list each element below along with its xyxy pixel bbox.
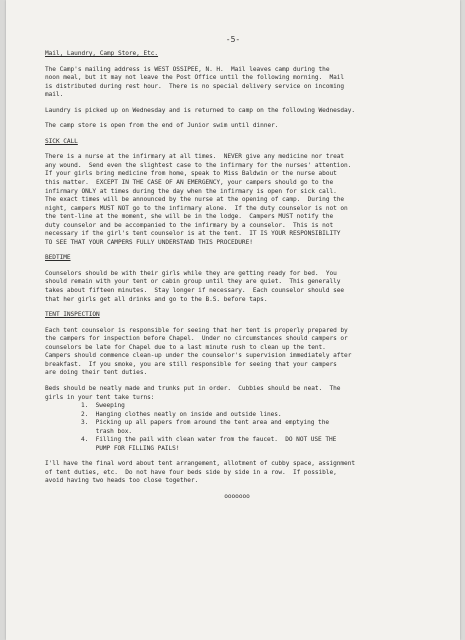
list-item: 4. Filling the pail with clean water from the faucet. DO NOT USE THE xyxy=(81,436,337,444)
beds-paragraph xyxy=(45,385,429,402)
text-line: I'll have the final word about tent arrangement, allotment of cubby space, assignment xyxy=(45,460,355,468)
arrangement-paragraph xyxy=(45,460,429,486)
text-line: breakfast. If you smoke, you are still responsible for seeing that your campers xyxy=(45,360,337,368)
text-line: this matter. EXCEPT IN THE CASE OF AN EMERGENCY, your campers should go to the xyxy=(45,179,334,187)
laundry-paragraph: Laundry is picked up on Wednesday and is returned to camp on the following Wednesday. xyxy=(45,106,355,114)
text-line: is distributed during rest hour. There is no special delivery service on incoming xyxy=(45,82,345,90)
store-paragraph: The camp store is open from the end of Junior swim until dinner. xyxy=(45,122,279,130)
text-line: of tent duties, etc. Do not have four beds side by side in a row. If possible, xyxy=(45,468,337,476)
tent-inspection-heading: TENT INSPECTION xyxy=(45,311,100,319)
text-line: infirmary ONLY at times during the day when the infirmary is open for sick call. xyxy=(45,187,337,195)
text-line: duty counselor and be accompanied to the infirmary by a counselor. This is not xyxy=(45,221,334,229)
bedtime-heading: BEDTIME xyxy=(45,254,71,262)
document-page xyxy=(6,0,460,640)
text-line: Campers should commence clean-up under the counselor's supervision immediately after xyxy=(45,352,352,360)
tent-inspection-paragraph xyxy=(45,327,429,378)
text-line: mail. xyxy=(45,91,64,99)
mail-paragraph xyxy=(45,66,429,100)
text-line: should remain with your tent or cabin group until they are quiet. This generally xyxy=(45,278,341,286)
text-line: Beds should be neatly made and trunks put in order. Cubbies should be neat. The xyxy=(45,384,341,392)
list-item: 3. Picking up all papers from around the tent area and emptying the xyxy=(81,419,329,427)
text-line: any wound. Send even the slightest case to the infirmary for the nurses' attention. xyxy=(45,161,352,169)
text-line: There is a nurse at the infirmary at all times. NEVER give any medicine nor treat xyxy=(45,153,345,161)
page-content xyxy=(45,50,429,502)
text-line: If your girls bring medicine from home, speak to Miss Baldwin or the nurse about xyxy=(45,170,337,178)
tent-duties-list xyxy=(45,402,429,453)
text-line: the tent-line at the moment, she will be in the lodge. Campers MUST notify the xyxy=(45,213,334,221)
text-line: noon meal, but it may not leave the Post Office until the following morning. Mail xyxy=(45,74,345,82)
text-line: night, campers MUST NOT go to the infirmary alone. If the duty counselor is not on xyxy=(45,204,348,212)
text-line: that her girls get all drinks and go to the B.S. before taps. xyxy=(45,295,268,303)
text-line: The Camp's mailing address is WEST OSSIPEE, N. H. Mail leaves camp during the xyxy=(45,65,330,73)
text-line: TO SEE THAT YOUR CAMPERS FULLY UNDERSTAND THIS PROCEDURE! xyxy=(45,238,253,246)
text-line: takes about fifteen minutes. Stay longer if necessary. Each counselor should see xyxy=(45,287,345,295)
text-line: are doing their tent duties. xyxy=(45,369,148,377)
end-marker: ooooooo xyxy=(224,492,250,500)
text-line: the campers for inspection before Chapel. Under no circumstances should campers or xyxy=(45,335,348,343)
list-item: trash box. xyxy=(81,427,133,435)
text-line: counselors be late for Chapel due to a last minute rush to clean up the tent. xyxy=(45,343,326,351)
list-item: 1. Sweeping xyxy=(81,402,125,410)
list-item: PUMP FOR FILLING PAILS! xyxy=(81,444,180,452)
list-item: 2. Hanging clothes neatly on inside and outside lines. xyxy=(81,410,282,418)
bedtime-paragraph xyxy=(45,270,429,304)
page-number: -5- xyxy=(225,35,241,44)
mail-heading: Mail, Laundry, Camp Store, Etc. xyxy=(45,50,159,57)
text-line: Counselors should be with their girls while they are getting ready for bed. You xyxy=(45,269,337,277)
sick-call-heading: SICK CALL xyxy=(45,137,78,145)
text-line: The exact times will be announced by the nurse at the opening of camp. During the xyxy=(45,196,345,204)
text-line: Each tent counselor is responsible for seeing that her tent is properly prepared by xyxy=(45,326,348,334)
text-line: necessary if the girl's tent counselor is at the tent. IT IS YOUR RESPONSIBILITY xyxy=(45,230,341,238)
sick-call-paragraph xyxy=(45,153,429,247)
text-line: avoid having two heads too close together. xyxy=(45,477,199,485)
text-line: girls in your tent take turns: xyxy=(45,393,155,401)
